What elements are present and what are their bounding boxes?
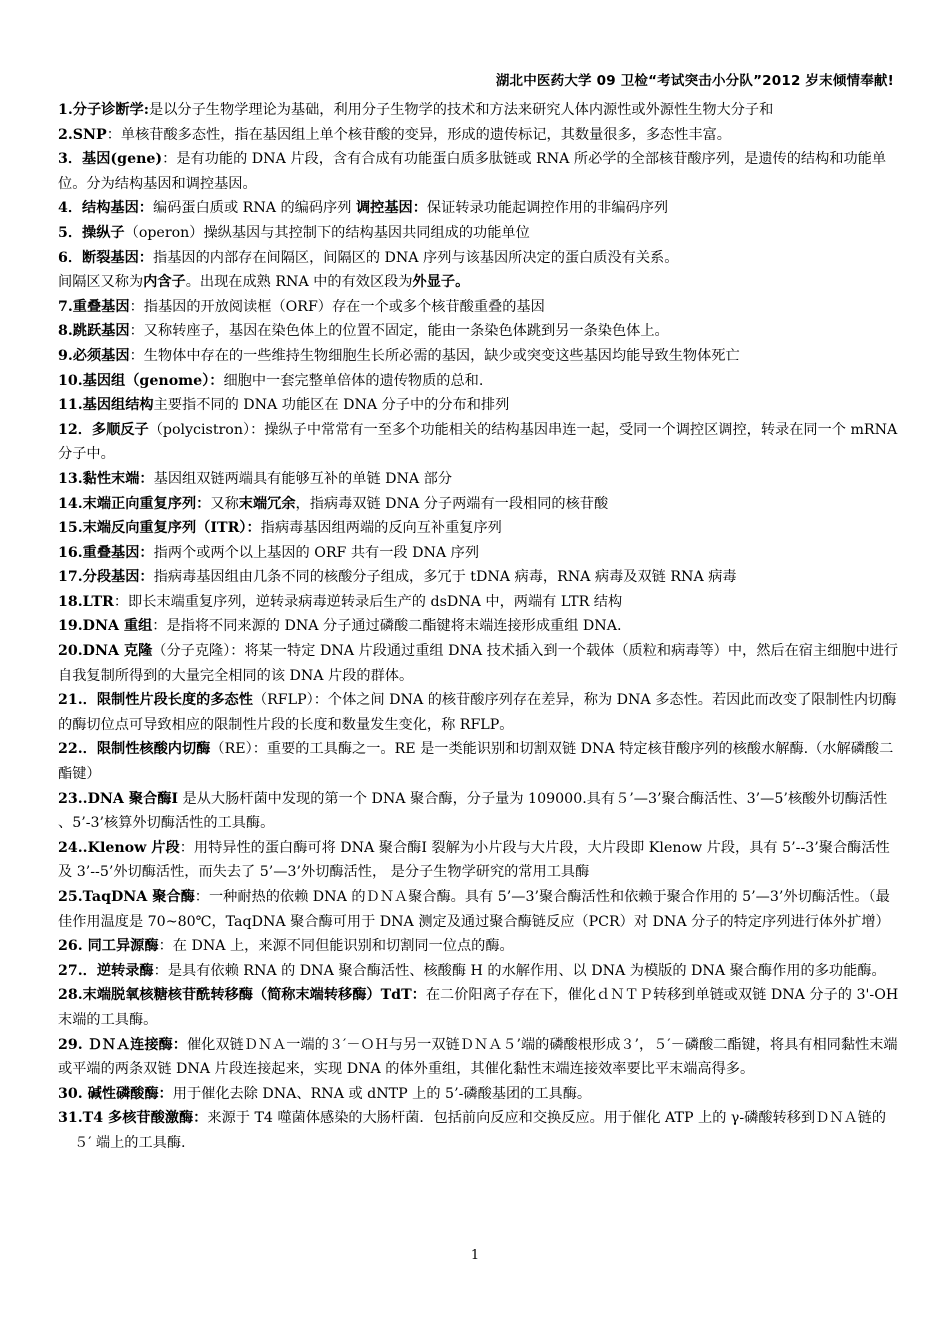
entry-description: ：是指将不同来源的 DNA 分子通过磷酸二酯键将末端连接形成重组 DNA.	[152, 618, 622, 635]
entry-description: ：一种耐热的依赖 DNA 的ＤＮＡ聚合酶。具有 5’—3’聚合酶活性和依赖于聚合作用的 5’—3’外切酶活性。（最佳作用温度是 70~80℃，TaqDNA 聚合酶可用于 DNA 测定及通过聚合酶链反应（PCR）对 DNA 分子的特定序列进行体外扩增）	[58, 889, 890, 930]
entry-term: 26. 同工异源酶	[58, 938, 159, 955]
definition-entry	[58, 196, 900, 221]
entry-description: 细胞中一套完整单倍体的遗传物质的总和.	[223, 372, 484, 389]
entry-description: ：是有功能的 DNA 片段，含有合成有功能蛋白质多肽链或 RNA 所必学的全部核苷酸序列，是遗传的结构和功能单位。分为结构基因和调控基因。	[58, 151, 887, 192]
definition-entry	[58, 737, 900, 786]
entry-term: 内含子	[143, 274, 186, 291]
document-body	[58, 98, 900, 1156]
definition-entry	[58, 467, 900, 492]
definition-entry	[58, 344, 900, 369]
definition-entry	[58, 369, 900, 394]
entry-description: 主要指不同的 DNA 功能区在 DNA 分子中的分布和排列	[153, 397, 510, 414]
entry-term: 22.．限制性核酸内切酶	[58, 741, 211, 758]
definition-entry	[58, 270, 900, 295]
definition-entry	[58, 98, 900, 123]
definition-entry	[58, 836, 900, 885]
definition-entry	[58, 295, 900, 320]
entry-description: ：用特异性的蛋白酶可将 DNA 聚合酶Ⅰ 裂解为小片段与大片段，大片段即 Klenow 片段，具有 5’--3’聚合酶活性及 3’--5’外切酶活性，而失去了 5’—3’外切酶活性， 是分子生物学研究的常用工具酶	[58, 839, 890, 881]
entry-description: 编码蛋白质或 RNA 的编码序列	[153, 200, 356, 217]
entry-term: 9.必须基因	[58, 347, 130, 364]
definition-entry	[58, 123, 900, 148]
definition-entry	[58, 614, 900, 639]
entry-term: 29. ＤＮＡ连接酶：	[58, 1036, 187, 1053]
entry-term: 7.重叠基因	[58, 298, 130, 315]
definition-entry	[58, 590, 900, 615]
entry-term: 21.．限制性片段长度的多态性	[58, 692, 253, 709]
entry-term: 18.LTR	[58, 593, 114, 610]
entry-term: 25.TaqDNA 聚合酶	[58, 889, 195, 905]
entry-description: 催化双链ＤＮＡ一端的３′－ＯＨ与另一双链ＤＮＡ５’端的磷酸根形成３’，５′－磷酸二酯键，将具有相同黏性末端或平端的两条双链 DNA 片段连接起来，实现 DNA 的体外重组，其催化黏性末端连接效率要比平末端高得多。	[58, 1036, 898, 1078]
entry-term: 30. 碱性磷酸酶：	[58, 1085, 173, 1102]
entry-term: 12．多顺反子	[58, 421, 149, 438]
entry-term: 5．操纵子	[58, 224, 125, 241]
entry-description: 指基因的内部存在间隔区，间隔区的 DNA 序列与该基因所决定的蛋白质没有关系。	[153, 249, 679, 266]
entry-description: 是以分子生物学理论为基础，利用分子生物学的技术和方法来研究人体内源性或外源性生物大分子和	[149, 102, 774, 118]
entry-description: 用于催化去除 DNA、RNA 或 dNTP 上的 5’-磷酸基团的工具酶。	[172, 1085, 592, 1102]
entry-term: 15.末端反向重复序列（ITR）：	[58, 520, 261, 537]
entry-term: 16.重叠基因：	[58, 544, 154, 561]
entry-term: 14.末端正向重复序列：	[58, 495, 211, 512]
definition-entry	[58, 541, 900, 566]
entry-description: ：又称转座子，基因在染色体上的位置不固定，能由一条染色体跳到另一条染色体上。	[129, 323, 669, 340]
entry-description: 。出现在成熟 RNA 中的有效区段为	[185, 274, 413, 291]
entry-description: （operon）操纵基因与其控制下的结构基因共同组成的功能单位	[124, 224, 530, 241]
definition-entry	[58, 1033, 900, 1082]
entry-description: ：即长末端重复序列，逆转录病毒逆转录后生产的 dsDNA 中，两端有 LTR 结构	[113, 593, 623, 610]
entry-description: （分子克隆）：将某一特定 DNA 片段通过重组 DNA 技术插入到一个载体（质粒和病毒等）中，然后在宿主细胞中进行自我复制所得到的大量完全相同的该 DNA 片段的群体。	[58, 643, 899, 684]
definition-entry	[58, 516, 900, 541]
entry-term: 4．结构基因：	[58, 200, 153, 217]
entry-term: 2.SNP	[58, 126, 107, 143]
entry-description: 保证转录功能起调控作用的非编码序列	[426, 200, 669, 217]
definition-entry	[58, 688, 900, 737]
entry-description: 基因组双链两端具有能够互补的单链 DNA 部分	[153, 470, 453, 487]
definition-entry	[58, 565, 900, 590]
entry-description: 指病毒基因组两端的反向互补重复序列	[260, 520, 502, 537]
entry-term: 27.．逆转录酶	[58, 962, 154, 979]
page-number: 1	[470, 1248, 480, 1263]
definition-entry	[58, 221, 900, 246]
entry-description: ，指病毒双链 DNA 分子两端有一段相同的核苷酸	[295, 495, 609, 512]
entry-description: （RE）：重要的工具酶之一。RE 是一类能识别和切割双链 DNA 特定核苷酸序列的核酸水解酶.（水解磷酸二酯键）	[58, 741, 894, 783]
entry-term: 末端冗余	[238, 495, 296, 512]
definition-entry	[58, 418, 900, 467]
definition-entry	[58, 1082, 900, 1107]
entry-term: 6．断裂基因：	[58, 249, 153, 266]
entry-description: ：单核苷酸多态性，指在基因组上单个核苷酸的变异，形成的遗传标记，其数量很多，多态性丰富。	[106, 126, 731, 143]
entry-description: ：指基因的开放阅读框（ORF）存在一个或多个核苷酸重叠的基因	[129, 298, 545, 315]
entry-term: 17.分段基因：	[58, 569, 154, 586]
entry-term: 1.分子诊断学:	[58, 102, 149, 118]
entry-term: 19.DNA 重组	[58, 618, 153, 635]
entry-description: 来源于 T4 噬菌体感染的大肠杆菌．包括前向反应和交换反应。用于催化 ATP 上的 γ-磷酸转移到ＤＮＡ链的５′ 端上的工具酶.	[74, 1110, 887, 1151]
entry-term: 23..DNA 聚合酶Ⅰ	[58, 790, 179, 807]
entry-description: 指两个或两个以上基因的 ORF 共有一段 DNA 序列	[153, 544, 480, 561]
entry-term: 20.DNA 克隆	[58, 643, 153, 660]
entry-term: 3．基因(gene)	[58, 151, 163, 168]
document-header: 湖北中医药大学 09 卫检“考试突击小分队”2012 岁末倾情奉献!	[495, 73, 894, 89]
entry-description: （polycistron）：操纵子中常常有一至多个功能相关的结构基因串连一起，受同一个调控区调控，转录在同一个 mRNA 分子中。	[58, 421, 898, 463]
definition-entry	[58, 787, 900, 836]
definition-entry	[58, 492, 900, 517]
definition-entry	[58, 319, 900, 344]
definition-entry	[58, 1106, 900, 1155]
entry-description: ：是具有依赖 RNA 的 DNA 聚合酶活性、核酸酶 H 的水解作用、以 DNA 为模版的 DNA 聚合酶作用的多功能酶。	[153, 962, 886, 979]
entry-term: 24..Klenow 片段	[58, 839, 180, 856]
definition-entry	[58, 885, 900, 934]
entry-description: 间隔区又称为	[58, 274, 144, 291]
entry-term: 11.基因组结构	[58, 397, 154, 414]
definition-entry	[58, 639, 900, 688]
entry-term: 调控基因：	[355, 200, 427, 217]
definition-entry	[58, 934, 900, 959]
entry-term: 13.黏性末端：	[58, 470, 154, 487]
definition-entry	[58, 393, 900, 418]
entry-description: 在二价阳离子存在下，催化ｄＮＴＰ转移到单链或双链 DNA 分子的 3'-OH 末端的工具酶。	[58, 987, 899, 1028]
entry-description: 指病毒基因组由几条不同的核酸分子组成，多冗于 tDNA 病毒，RNA 病毒及双链 RNA 病毒	[153, 569, 737, 586]
entry-term: 8.跳跃基因	[58, 323, 130, 340]
entry-term: 10.基因组（genome）：	[58, 372, 224, 389]
entry-term: 31.T4 多核苷酸激酶：	[58, 1110, 208, 1127]
entry-description: （RFLP）：个体之间 DNA 的核苷酸序列存在差异，称为 DNA 多态性。若因此而改变了限制性内切酶的酶切位点可导致相应的限制性片段的长度和数量发生变化，称 RFLP。	[58, 692, 897, 733]
definition-entry	[58, 959, 900, 984]
entry-description: 是从大肠杆菌中发现的第一个 DNA 聚合酶，分子量为 109000.具有５’—3’聚合酶活性、3’—5’核酸外切酶活性 、5’-3’核算外切酶活性的工具酶。	[58, 790, 888, 832]
definition-entry	[58, 246, 900, 271]
entry-term: 外显子。	[412, 274, 470, 291]
entry-term: 28.末端脱氧核糖核苷酰转移酶（简称末端转移酶）TdT：	[58, 987, 426, 1004]
entry-description: ：在 DNA 上，来源不同但能识别和切割同一位点的酶。	[158, 938, 514, 955]
entry-description: ：生物体中存在的一些维持生物细胞生长所必需的基因，缺少或突变这些基因均能导致生物体死亡	[129, 347, 740, 364]
definition-entry	[58, 147, 900, 196]
definition-entry	[58, 983, 900, 1032]
entry-description: 又称	[210, 495, 239, 512]
